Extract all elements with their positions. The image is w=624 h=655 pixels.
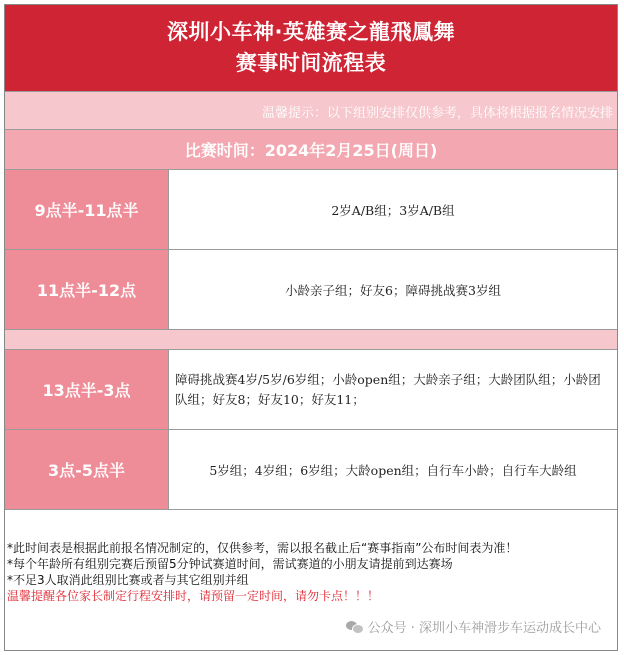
- wechat-icon: [346, 620, 362, 634]
- warning-note: 温馨提醒各位家长制定行程安排时，请预留一定时间，请勿卡点！！！: [7, 589, 380, 603]
- notice-text: 温馨提示：以下组别安排仅供参考，具体将根据报名情况安排: [261, 106, 613, 121]
- time-slot: 11点半-12点: [5, 250, 169, 329]
- group-list: 5岁组；4岁组；6岁组；大龄open组；自行车小龄；自行车大龄组: [209, 462, 577, 478]
- footer-note: *此时间表是根据此前报名情况制定的，仅供参考，需以报名截止后“赛事指南”公布时间表为准！: [7, 541, 518, 555]
- date-row: [5, 130, 617, 170]
- schedule-row: [5, 430, 617, 510]
- schedule-row: [5, 170, 617, 250]
- notice-row: [5, 92, 617, 130]
- schedule-title: 赛事时间流程表: [235, 51, 387, 75]
- time-slot: 9点半-11点半: [5, 170, 169, 249]
- title-band: [5, 5, 617, 92]
- schedule-sheet: [4, 4, 618, 651]
- group-list: 障碍挑战赛4岁/5岁/6岁组；小龄open组；大龄亲子组；大龄团队组；小龄团队组；好友8；好友10；好友11；: [175, 371, 601, 407]
- schedule-row: [5, 250, 617, 330]
- event-title: 深圳小车神·英雄赛之龍飛鳳舞: [167, 20, 455, 44]
- footer-note: *不足3人取消此组别比赛或者与其它组别并组: [7, 573, 249, 587]
- lunch-break-divider: [5, 330, 617, 350]
- time-slot: 13点半-3点: [5, 350, 169, 429]
- time-slot: 3点-5点半: [5, 430, 169, 509]
- watermark-text: 公众号 · 深圳小车神滑步车运动成长中心: [367, 621, 601, 636]
- event-date: 比赛时间：2024年2月25日(周日): [184, 141, 438, 160]
- schedule-row: [5, 350, 617, 430]
- watermark: [346, 617, 601, 636]
- group-list: 2岁A/B组；3岁A/B组: [331, 202, 455, 218]
- group-list: 小龄亲子组；好友6；障碍挑战赛3岁组: [285, 282, 501, 298]
- footer-note: *每个年龄所有组别完赛后预留5分钟试赛道时间，需试赛道的小朋友请提前到达赛场: [7, 557, 453, 571]
